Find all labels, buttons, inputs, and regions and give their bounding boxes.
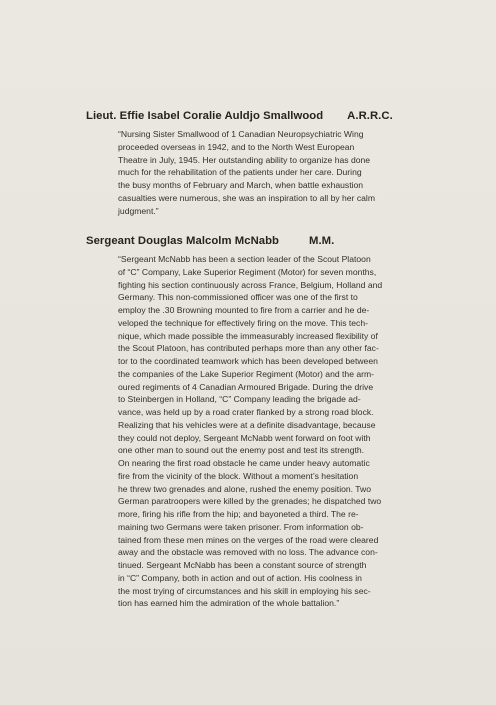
- citation-mcnabb: [86, 233, 438, 610]
- recipient-name: Sergeant Douglas Malcolm McNabb: [86, 235, 280, 247]
- citation-heading: [86, 108, 438, 124]
- citation-text: “Nursing Sister Smallwood of 1 Canadian Neuropsychiatric Wing proceeded overseas in 1942, and to the North West European Theatre in July, 1945. Her outstanding ability to organize has done much for the rehabilitation of the patients under her care. During the busy months of February and March, when battle exhaustion casualties were numerous, she was an inspiration to all by her calm judgment.”: [118, 129, 375, 216]
- citation-smallwood: [86, 108, 438, 217]
- award-abbreviation: A.R.R.C.: [347, 110, 393, 122]
- award-abbreviation: M.M.: [309, 235, 335, 247]
- citation-text: “Sergeant McNabb has been a section leader of the Scout Platoon of “C” Company, Lake Superior Regiment (Motor) for seven months, fighting his section continuously across France, Belgium, Holland and Germany. This non-commissioned officer was one of the first to employ the .30 Browning mounted to fire from a carrier and he de- veloped the technique for effectively firing on the move. This tech- nique, which made possible the immeasurably increased flexibility of the Scout Platoon, has contributed perhaps more than any other fac- tor to the coordinated teamwork which has been developed between the companies of the Lake Superior Regiment (Motor) and the arm- oured regiments of 4 Canadian Armoured Brigade. During the drive to Steinbergen in Holland, “C” Company leading the brigade ad- vance, was held up by a road crater flanked by a strong road block. Realizing that his vehicles were at a definite disadvantage, because they could not deploy, Sergeant McNabb went forward on foot with one other man to sound out the enemy post and test its strength. On nearing the first road obstacle he came under heavy automatic fire from the vicinity of the block. Without a moment’s hesitation he threw two grenades and alone, rushed the enemy position. Two German paratroopers were killed by the grenades; he dispatched two more, firing his rifle from the hip; and bayoneted a third. The re- maining two Germans were taken prisoner. From information ob- tained from these men mines on the verges of the road were cleared away and the obstacle was removed with no loss. The advance con- tinued. Sergeant McNabb has been a constant source of strength in “C” Company, both in action and out of action. His coolness in the most trying of circumstances and his skill in employing his sec- tion has earned him the admiration of the whole battalion.”: [118, 254, 383, 609]
- citation-heading: [86, 233, 438, 249]
- recipient-name: Lieut. Effie Isabel Coralie Auldjo Smallwood: [86, 110, 324, 122]
